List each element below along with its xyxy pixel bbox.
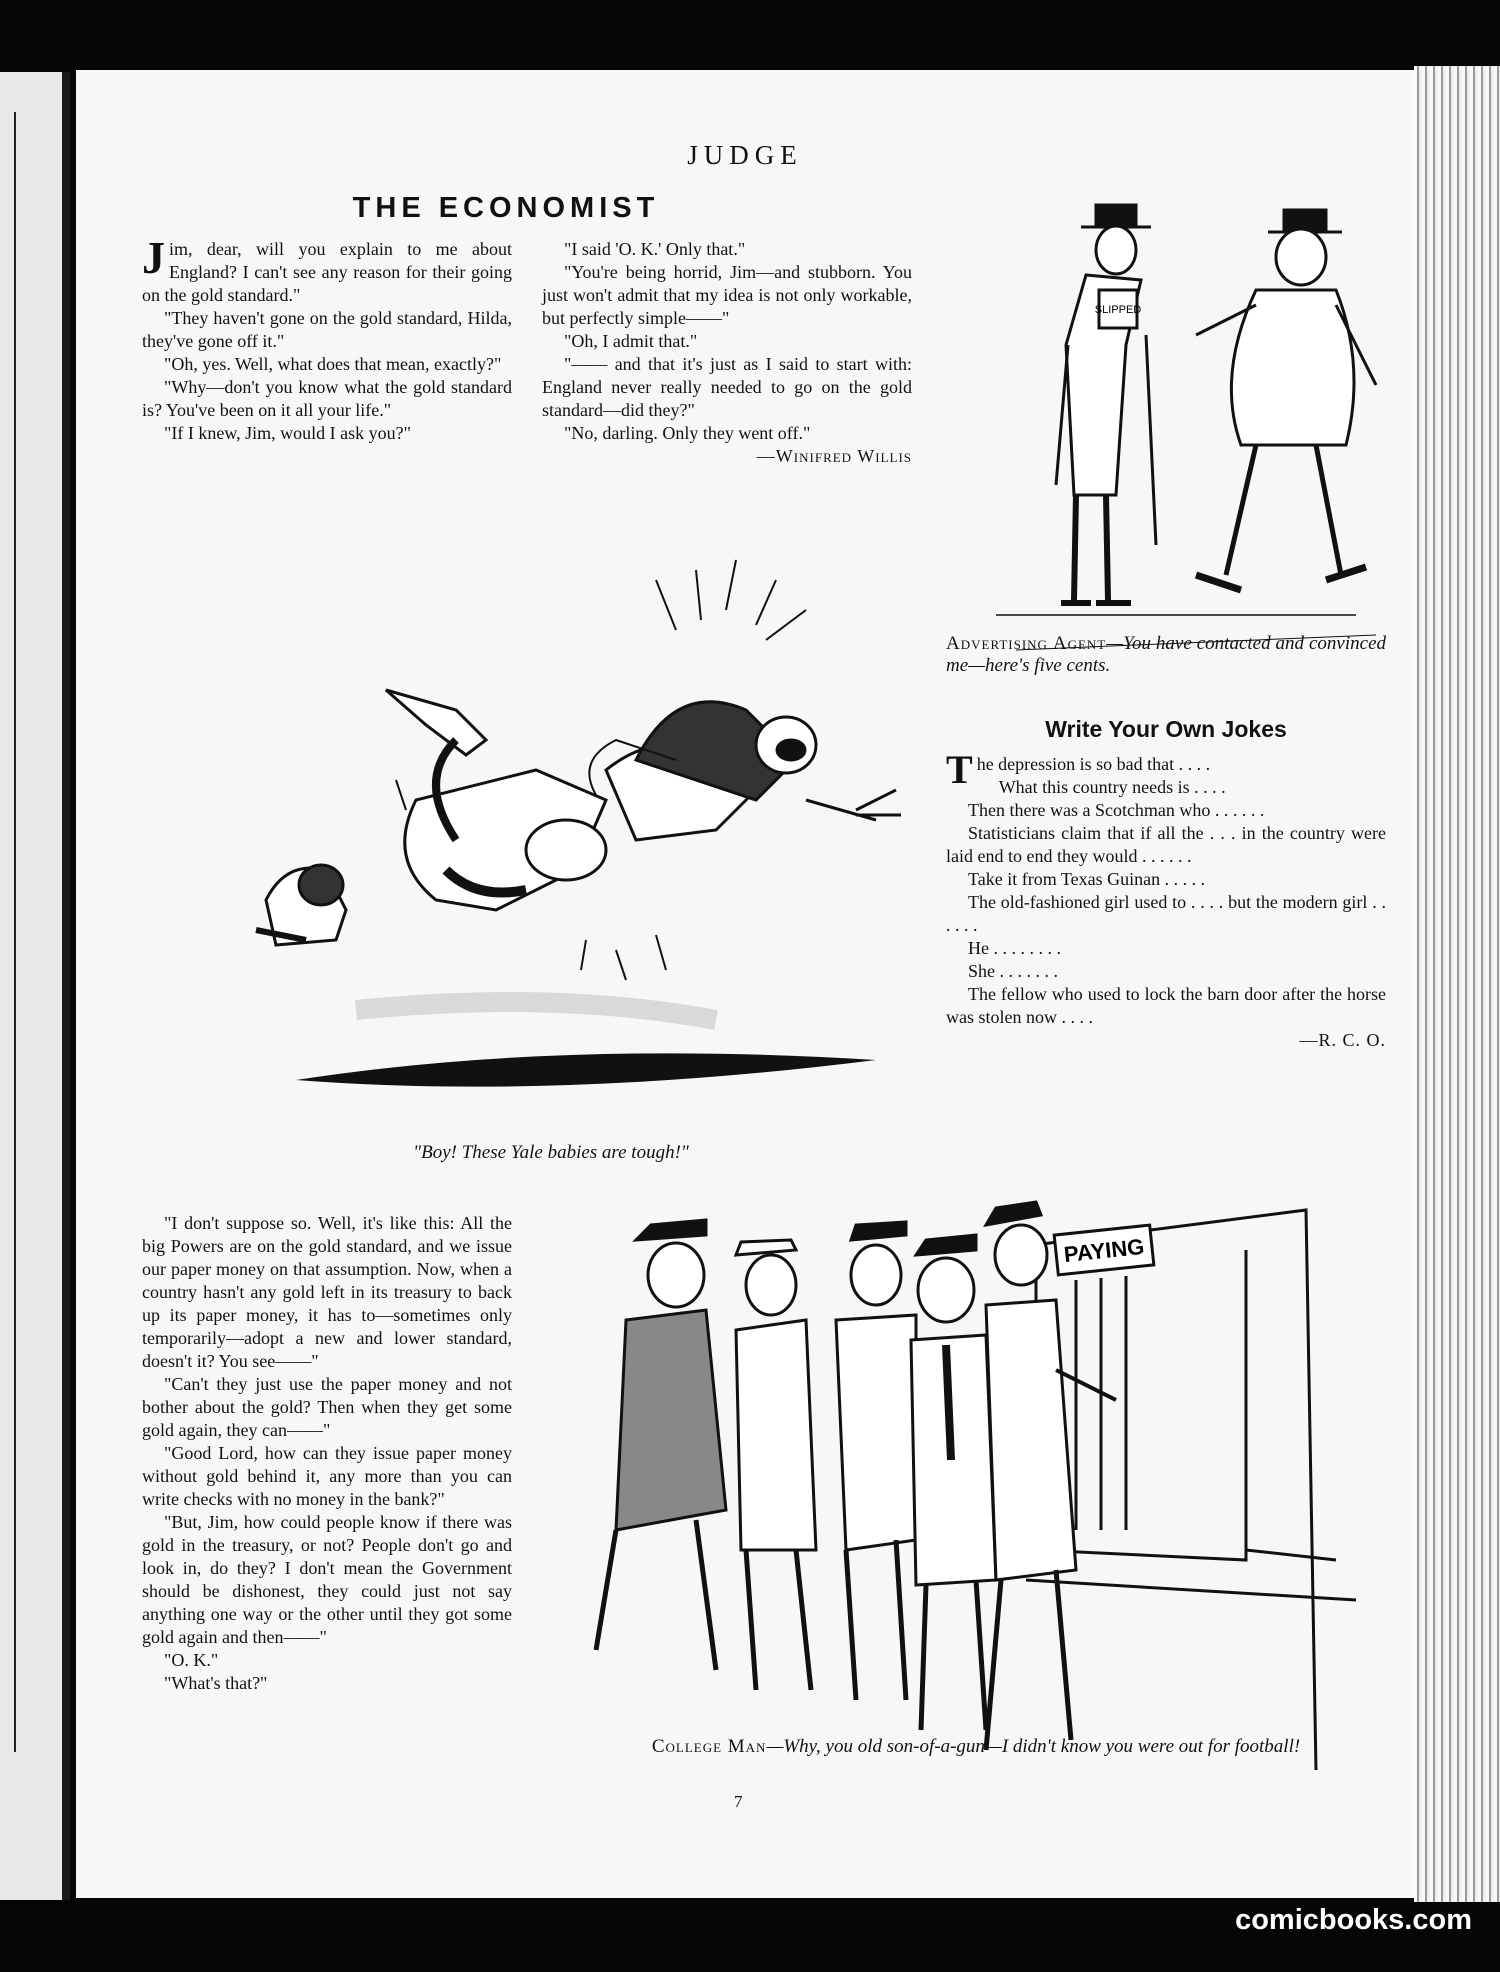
cartoon1-caption [946, 633, 1386, 677]
article-paragraph: "They haven't gone on the gold standard, Hilda, they've gone off it." [142, 308, 512, 351]
caption-speaker: College Man [651, 1736, 767, 1757]
article-signature: —Winifred Willis [756, 446, 912, 466]
page-number: 7 [734, 1792, 743, 1811]
article-first-paragraph: Jim, dear, will you explain to me about England? I can't see any reason for their going on the gold standard." [142, 232, 512, 305]
article-paragraph: "I said 'O. K.' Only that." [564, 239, 746, 259]
article-paragraph: "But, Jim, how could people know if there was gold in the treasury, or not? People don't go and look in, do they? I don't mean the Government should be dishonest, they could just not say anything one way or the other until they got some gold again and then——" [142, 1512, 512, 1647]
joke-line: What this country needs is . . . . [998, 777, 1226, 797]
joke-line: Take it from Texas Guinan . . . . . [968, 869, 1206, 889]
article-paragraph: "If I knew, Jim, would I ask you?" [164, 423, 411, 443]
cartoon2-caption: "Boy! These Yale babies are tough!" [413, 1142, 689, 1163]
joke-line: The old-fashioned girl used to . . . . but the modern girl . . . . . . [946, 892, 1386, 935]
article-paragraph: "Why—don't you know what the gold standard is? You've been on it all your life." [142, 377, 512, 420]
article-paragraph: "Good Lord, how can they issue paper money without gold behind it, any more than you can write checks with no money in the bank?" [142, 1443, 512, 1509]
beggar-sign: SLIPPED [1094, 304, 1142, 316]
cartoon-beggar-illustration [956, 195, 1396, 670]
article-paragraph: "Can't they just use the paper money and not bother about the gold? Then when they get some gold again, they can——" [142, 1374, 512, 1440]
joke-line: He . . . . . . . . [968, 938, 1061, 958]
article-paragraph: "What's that?" [164, 1673, 268, 1693]
cartoon3-caption [616, 1736, 1336, 1758]
caption-text: —Why, you old son-of-a-gun—I didn't know you were out for football! [766, 1736, 1301, 1757]
jokes-signature: —R. C. O. [1299, 1030, 1386, 1050]
joke-line: Statisticians claim that if all the . . . in the country were laid end to end they would . . . . . . [946, 823, 1386, 866]
article-paragraph: "Oh, I admit that." [564, 331, 698, 351]
article-column-3 [142, 1212, 512, 1695]
magazine-page [76, 70, 1414, 1898]
article-paragraph: "O. K." [164, 1650, 219, 1670]
caption-speaker: Advertising Agent [946, 633, 1107, 654]
article-column-1 [142, 232, 512, 445]
jokes-column [946, 747, 1386, 1052]
dropcap: J [142, 232, 165, 283]
jokes-title: Write Your Own Jokes [1045, 716, 1287, 742]
joke-line: The fellow who used to lock the barn door after the horse was stolen now . . . . [946, 984, 1386, 1027]
article-paragraph: "—— and that it's just as I said to start with: England never really needed to go on the gold standard—did they?" [542, 354, 912, 420]
left-page-edge [0, 72, 70, 1900]
article-paragraph: "I don't suppose so. Well, it's like this: All the big Powers are on the gold standard, and we issue our paper money on that assumption. Now, when a country hasn't any gold left in its treasury to back up its paper money, it has to—sometimes only temporarily—adopt a new and lower standard, doesn't it? You see——" [142, 1213, 512, 1371]
article-paragraph: "No, darling. Only they went off." [564, 423, 811, 443]
magazine-title: JUDGE [687, 140, 803, 170]
cartoon-paying-window-illustration [556, 1130, 1396, 1790]
joke-line: She . . . . . . . [968, 961, 1058, 981]
site-watermark: comicbooks.com [1235, 1904, 1472, 1936]
caption-text: —You have contacted and convinced me—here's five cents. [946, 633, 1387, 676]
article-column-2 [542, 238, 912, 468]
article-title: THE ECONOMIST [352, 192, 660, 224]
page-stack-edges [1414, 66, 1500, 1902]
joke-line: The depression is so bad that . . . . [946, 747, 1211, 792]
dropcap: T [946, 747, 973, 792]
joke-line: Then there was a Scotchman who . . . . . . [968, 800, 1265, 820]
article-paragraph: "Oh, yes. Well, what does that mean, exactly?" [164, 354, 502, 374]
cartoon-football-illustration [156, 540, 946, 1140]
paying-sign: PAYING [1062, 1233, 1146, 1268]
article-paragraph: "You're being horrid, Jim—and stubborn. You just won't admit that my idea is not only workable, but perfectly simple——" [542, 262, 912, 328]
